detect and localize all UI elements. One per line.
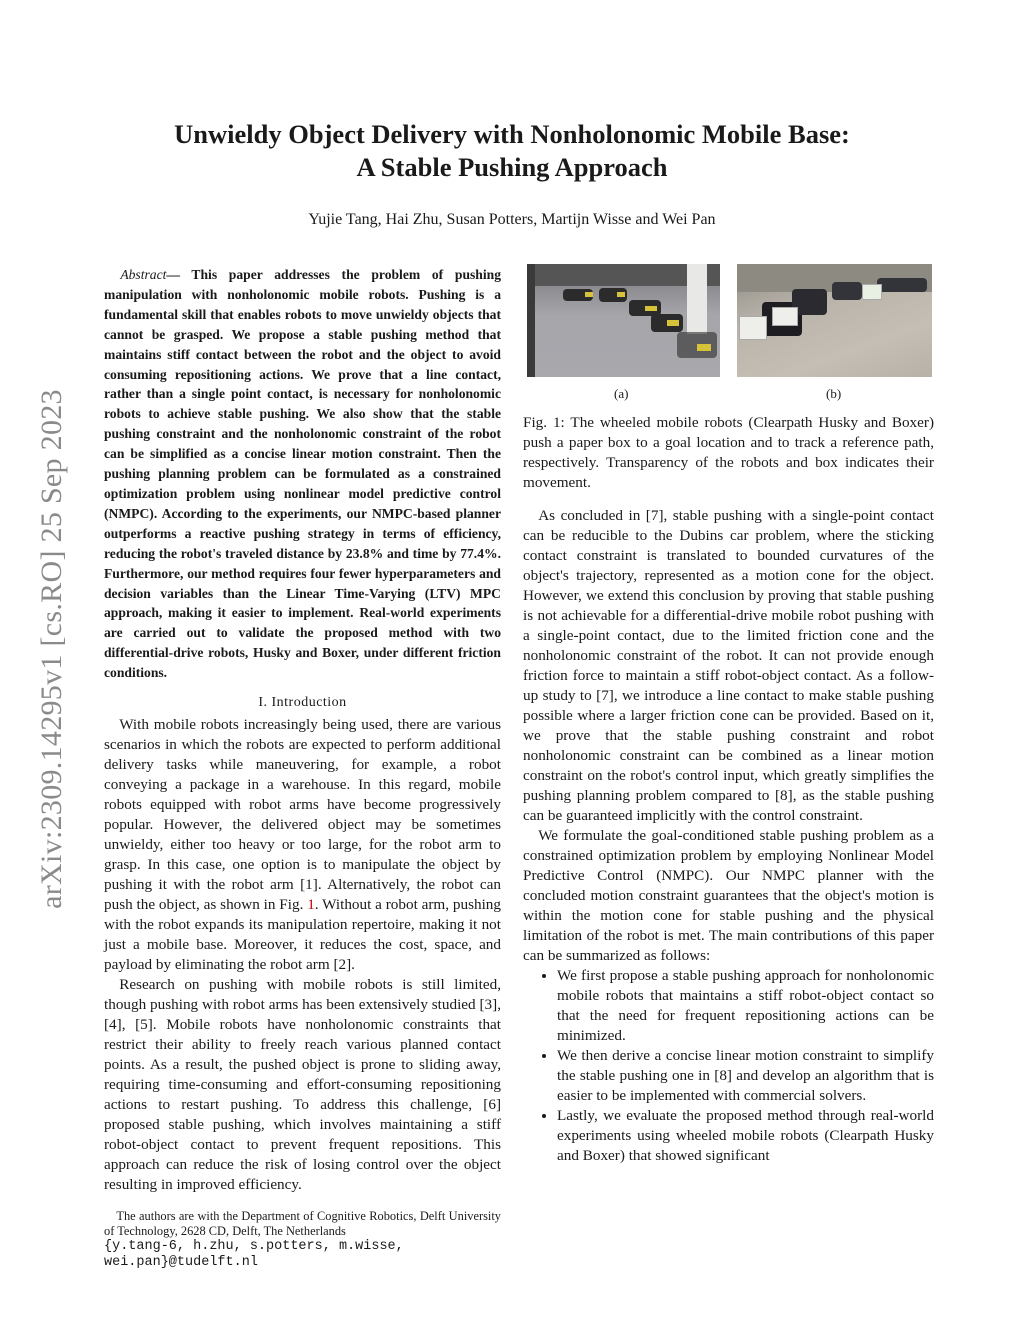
paper-title bbox=[100, 118, 924, 184]
list-item: • We then derive a concise linear motion constraint to simplify the stable pushing one in [8] and develop an algorithm that is easier to be implemented with commercial solvers. bbox=[557, 1046, 934, 1106]
figure-1-link[interactable]: 1 bbox=[307, 896, 315, 914]
arxiv-identifier-stamp: arXiv:2309.14295v1 [cs.RO] 25 Sep 2023 bbox=[35, 389, 68, 909]
list-item: • We first propose a stable pushing approach for nonholonomic mobile robots that maintains a stiff robot-object contact so that the need for frequent repositioning actions can be minimized. bbox=[557, 966, 934, 1046]
footnote bbox=[104, 1209, 501, 1270]
figure-1a-husky-photo bbox=[527, 264, 720, 377]
intro-text: With mobile robots increasingly being used, there are various scenarios in which the robots are expected to perform additional delivery tasks while maneuvering, for example, a robot conveying a package in a warehouse. In this regard, mobile robots equipped with robot arms have become progressively popular. However, the delivered object may be sometimes unwieldy, either too heavy or too large, for the robot arm to grasp. In this case, one option is to manipulate the object by pushing it with the robot arm [1]. Alternatively, the robot can push the object, as shown in Fig. bbox=[104, 716, 501, 914]
title-line-1: Unwieldy Object Delivery with Nonholonomic Mobile Base: bbox=[174, 119, 850, 149]
abstract-label: Abstract bbox=[120, 267, 167, 282]
intro-paragraph-2: Research on pushing with mobile robots is still limited, though pushing with robot arms has been extensively studied [3], [4], [5]. Mobile robots have nonholonomic constraints that restrict their ability to freely reach various planned contact points. As a result, the pushed object is prone to sliding away, requiring time-consuming and effort-consuming repositioning actions to restart pushing. To address this challenge, [6] proposed stable pushing, which involves maintaining a stiff robot-object contact to prevent frequent repositions. This approach can reduce the risk of losing control over the object resulting in improved efficiency. bbox=[104, 976, 501, 1194]
abstract bbox=[104, 265, 501, 683]
paragraph: As concluded in [7], stable pushing with a single-point contact can be reducible to the Dubins car problem, where the sticking contact constraint is translated to bounded curvatures of the object's trajectory, represented as a motion cone for the object. However, we extend this conclusion by proving that stable pushing is not achievable for a differential-drive mobile robot pushing with a single-point contact, due to the limited friction cone and the nonholonomic constraint of the robot. It can not provide enough friction force to maintain a stiff robot-object contact. As a follow-up study to [7], we introduce a line contact to make stable pushing possible where a larger friction cone can be provided. Based on it, we prove that the stable pushing constraint and robot nonholonomic constraint can be combined as a linear motion constraint on the robot's control input, which greatly simplifies the pushing planning problem compared to [8], as the stable pushing can be guaranteed implicitly with the control constraint. bbox=[523, 507, 934, 824]
list-item: • Lastly, we evaluate the proposed method through real-world experiments using wheeled mobile robots (Clearpath Husky and Boxer) that showed significant bbox=[557, 1106, 934, 1166]
figure-1b-boxer-photo bbox=[737, 264, 932, 377]
intro-paragraph-1 bbox=[104, 715, 501, 975]
title-line-2: A Stable Pushing Approach bbox=[356, 152, 668, 182]
section-heading-introduction: I. Introduction bbox=[258, 695, 347, 711]
subfigure-label-a: (a) bbox=[614, 386, 629, 401]
contributions-list bbox=[523, 966, 934, 1166]
footnote-emails: {y.tang-6, h.zhu, s.potters, m.wisse, wei.pan}@tudelft.nl bbox=[104, 1239, 404, 1270]
subfigure-label-b: (b) bbox=[826, 386, 842, 401]
right-column-body bbox=[523, 506, 934, 1166]
author-list: Yujie Tang, Hai Zhu, Susan Potters, Martijn Wisse and Wei Pan bbox=[308, 211, 716, 228]
abstract-text: — This paper addresses the problem of pushing manipulation with nonholonomic mobile robots. Pushing is a fundamental skill that enables robots to move unwieldy objects that cannot be grasped. We propose a stable pushing method that maintains stiff contact between the robot and the object to avoid consuming repositioning actions. We prove that a line contact, rather than a single point contact, is necessary for nonholonomic robots to achieve stable pushing. We also show that the stable pushing constraint and the nonholonomic constraint of the robot can be simplified as a concise linear motion constraint. Then the pushing planning problem can be formulated as a constrained optimization problem using nonlinear model predictive control (NMPC). According to the experiments, our NMPC-based planner outperforms a reactive pushing strategy in terms of efficiency, reducing the robot's traveled distance by 23.8% and time by 77.4%. Furthermore, our method requires four fewer hyperparameters and decision variables than the Linear Time-Varying (LTV) MPC approach, making it easier to implement. Real-world experiments are carried out to validate the proposed method with two differential-drive robots, Husky and Boxer, under different friction conditions. bbox=[104, 267, 501, 681]
footnote-affiliation: The authors are with the Department of Cognitive Robotics, Delft University of Technology, 2628 CD, Delft, The Netherlands bbox=[104, 1209, 501, 1239]
paragraph: We formulate the goal-conditioned stable pushing problem as a constrained optimization problem by employing Nonlinear Model Predictive Control (NMPC). Our NMPC planner with the concluded motion constraint guarantees that the object's motion is within the motion cone for stable pushing and the physical limitation of the robot is met. The main contributions of this paper can be summarized as follows: bbox=[523, 827, 934, 964]
intro-text: . Without a robot arm, pushing with the robot expands its manipulation repertoire, making it not just a mobile base. Moreover, it reduces the cost, space, and payload by eliminating the robot arm [2]. bbox=[104, 896, 501, 974]
figure-1-caption: Fig. 1: The wheeled mobile robots (Clearpath Husky and Boxer) push a paper box to a goal location and to track a reference path, respectively. Transparency of the robots and box indicates their movement. bbox=[523, 414, 934, 491]
left-column bbox=[104, 265, 501, 1270]
